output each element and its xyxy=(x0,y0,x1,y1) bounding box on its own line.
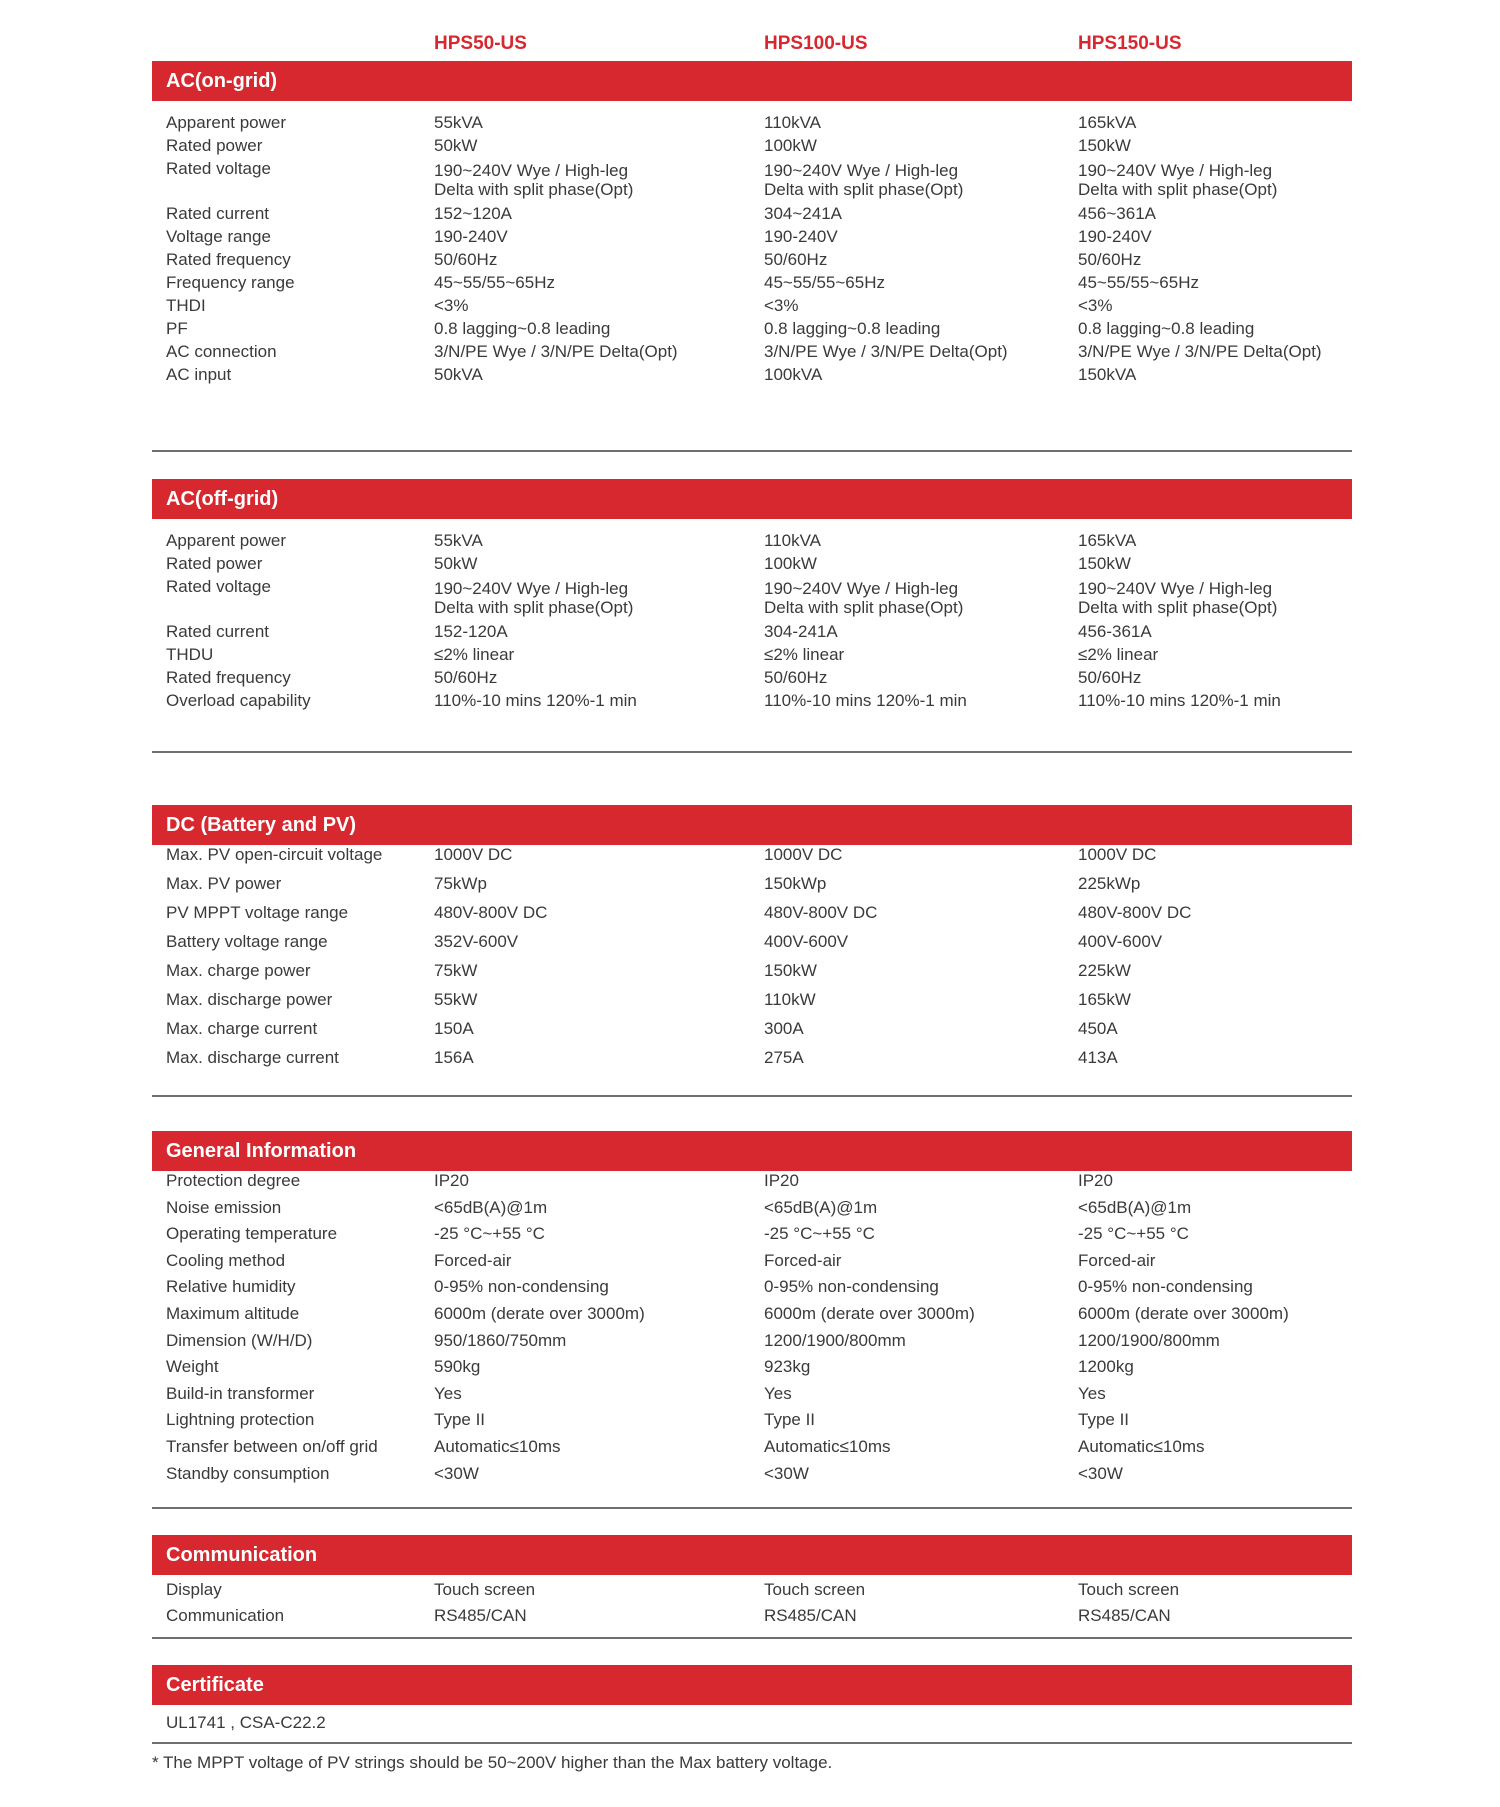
spec-row xyxy=(152,365,1352,388)
spec-label: Protection degree xyxy=(166,1171,301,1190)
spec-row xyxy=(152,1437,1352,1464)
spec-value-hps100: 150kWp xyxy=(764,874,827,893)
spec-rows xyxy=(152,519,1352,714)
spec-value-hps150: 50/60Hz xyxy=(1078,668,1142,687)
spec-value-hps50: 480V-800V DC xyxy=(434,903,548,922)
spec-row xyxy=(152,1606,1352,1632)
spec-value-hps150: 165kVA xyxy=(1078,113,1137,132)
spec-value-hps150: 3/N/PE Wye / 3/N/PE Delta(Opt) xyxy=(1078,342,1322,361)
spec-value-hps100: <3% xyxy=(764,296,799,315)
spec-label: PF xyxy=(166,319,188,338)
spec-label: Max. discharge power xyxy=(166,990,333,1009)
spec-value-hps150: 150kVA xyxy=(1078,365,1137,384)
spec-row xyxy=(152,1251,1352,1278)
spec-value-hps100: 1000V DC xyxy=(764,845,843,864)
spec-value-hps150: 225kW xyxy=(1078,961,1131,980)
spec-label: Maximum altitude xyxy=(166,1303,300,1323)
spec-row xyxy=(152,1198,1352,1225)
spec-label: Voltage range xyxy=(166,227,271,246)
spec-value-hps150: ≤2% linear xyxy=(1078,645,1159,664)
spec-row xyxy=(152,1019,1352,1048)
spec-row xyxy=(152,554,1352,577)
spec-row xyxy=(152,961,1352,990)
spec-row xyxy=(152,1331,1352,1358)
spec-value-hps100: 50/60Hz xyxy=(764,668,828,687)
spec-label: Relative humidity xyxy=(166,1277,296,1297)
spec-label: Apparent power xyxy=(166,531,287,550)
spec-value-hps50: 352V-600V xyxy=(434,932,519,951)
spec-value-hps50: 152~120A xyxy=(434,204,512,223)
spec-value-hps100: RS485/CAN xyxy=(764,1606,857,1625)
spec-value-hps100: Automatic≤10ms xyxy=(764,1436,891,1456)
spec-value-hps150: 165kW xyxy=(1078,990,1131,1009)
spec-row xyxy=(152,1384,1352,1411)
spec-value-hps150: 165kVA xyxy=(1078,531,1137,550)
spec-label: Rated frequency xyxy=(166,250,291,269)
spec-row xyxy=(152,342,1352,365)
spec-row xyxy=(152,296,1352,319)
spec-value-hps100: 275A xyxy=(764,1048,804,1067)
spec-label: Display xyxy=(166,1580,222,1599)
model-header xyxy=(152,0,1352,61)
section-divider xyxy=(152,1742,1352,1744)
spec-value-hps100: 480V-800V DC xyxy=(764,903,878,922)
spec-row xyxy=(152,990,1352,1019)
spec-label: Noise emission xyxy=(166,1197,282,1217)
spec-value-hps150: 190~240V Wye / High-leg Delta with split phase(Opt) xyxy=(1078,161,1278,199)
spec-label: Max. PV power xyxy=(166,874,282,893)
spec-value-hps100: 0.8 lagging~0.8 leading xyxy=(764,319,941,338)
spec-row xyxy=(152,1048,1352,1077)
spec-row xyxy=(152,273,1352,296)
spec-value-hps100: 1200/1900/800mm xyxy=(764,1330,906,1350)
spec-label: Lightning protection xyxy=(166,1410,315,1430)
section-title: Certificate xyxy=(152,1665,1352,1705)
spec-label: PV MPPT voltage range xyxy=(166,903,349,922)
spec-label: Rated power xyxy=(166,554,263,573)
section-ac-off-grid xyxy=(152,479,1352,714)
spec-row xyxy=(152,531,1352,554)
spec-row xyxy=(152,845,1352,874)
spec-value-hps150: 0-95% non-condensing xyxy=(1078,1277,1253,1297)
spec-value-hps100: 400V-600V xyxy=(764,932,849,951)
spec-value-hps150: 190~240V Wye / High-leg Delta with split phase(Opt) xyxy=(1078,579,1278,617)
spec-value-hps100: 110kVA xyxy=(764,113,822,132)
spec-row xyxy=(152,227,1352,250)
spec-value-hps50: 50kW xyxy=(434,136,478,155)
spec-value-hps50: 152-120A xyxy=(434,622,508,641)
spec-label: Build-in transformer xyxy=(166,1383,315,1403)
spec-label: Transfer between on/off grid xyxy=(166,1436,378,1456)
section-communication xyxy=(152,1535,1352,1632)
spec-value-hps50: 0.8 lagging~0.8 leading xyxy=(434,319,611,338)
spec-value-hps100: 190~240V Wye / High-leg Delta with split phase(Opt) xyxy=(764,161,964,199)
spec-value-hps50: <65dB(A)@1m xyxy=(434,1197,548,1217)
spec-value-hps150: 413A xyxy=(1078,1048,1118,1067)
spec-value-hps50: 50/60Hz xyxy=(434,668,498,687)
spec-label: Rated current xyxy=(166,622,269,641)
spec-row xyxy=(152,577,1352,622)
spec-sheet xyxy=(152,0,1352,1772)
spec-value-hps100: 304-241A xyxy=(764,622,838,641)
spec-row xyxy=(152,1304,1352,1331)
spec-value-hps100: ≤2% linear xyxy=(764,645,845,664)
spec-value-hps100: 0-95% non-condensing xyxy=(764,1277,939,1297)
spec-value-hps150: Touch screen xyxy=(1078,1580,1180,1599)
spec-value-hps100: 923kg xyxy=(764,1357,811,1377)
spec-value-hps150: 456~361A xyxy=(1078,204,1156,223)
spec-value-hps100: 110kW xyxy=(764,990,816,1009)
spec-row xyxy=(152,113,1352,136)
spec-row xyxy=(152,874,1352,903)
spec-row xyxy=(152,319,1352,342)
spec-label: Cooling method xyxy=(166,1250,286,1270)
spec-label: Battery voltage range xyxy=(166,932,328,951)
spec-value-hps150: 456-361A xyxy=(1078,622,1152,641)
section-dc xyxy=(152,805,1352,1077)
spec-label: Rated voltage xyxy=(166,159,271,178)
spec-value-hps150: 0.8 lagging~0.8 leading xyxy=(1078,319,1255,338)
spec-row xyxy=(152,1171,1352,1198)
spec-value-hps150: 150kW xyxy=(1078,136,1131,155)
spec-label: Apparent power xyxy=(166,113,287,132)
spec-value-hps50: 190~240V Wye / High-leg Delta with split phase(Opt) xyxy=(434,579,634,617)
section-ac-on-grid xyxy=(152,61,1352,388)
spec-rows xyxy=(152,845,1352,1077)
spec-label: THDI xyxy=(166,296,206,315)
spec-value-hps50: 3/N/PE Wye / 3/N/PE Delta(Opt) xyxy=(434,342,678,361)
spec-row xyxy=(152,645,1352,668)
spec-value-hps50: 1000V DC xyxy=(434,845,513,864)
spec-value-hps50: 190-240V xyxy=(434,227,508,246)
spec-row xyxy=(152,932,1352,961)
spec-value-hps50: 50/60Hz xyxy=(434,250,498,269)
spec-value-hps100: 6000m (derate over 3000m) xyxy=(764,1303,975,1323)
spec-value-hps100: 100kW xyxy=(764,136,817,155)
spec-value-hps100: <65dB(A)@1m xyxy=(764,1197,878,1217)
section-divider xyxy=(152,1095,1352,1097)
spec-value-hps50: -25 °C~+55 °C xyxy=(434,1224,545,1244)
spec-value-hps50: Type II xyxy=(434,1410,486,1430)
model-hps100: HPS100-US xyxy=(764,33,868,54)
section-divider xyxy=(152,751,1352,753)
spec-value-hps150: -25 °C~+55 °C xyxy=(1078,1224,1189,1244)
spec-value-hps100: <30W xyxy=(764,1463,809,1483)
spec-label: Max. PV open-circuit voltage xyxy=(166,845,383,864)
spec-value-hps150: Type II xyxy=(1078,1410,1130,1430)
spec-value-hps50: 50kVA xyxy=(434,365,483,384)
spec-value-hps150: Yes xyxy=(1078,1383,1106,1403)
spec-value-hps100: Yes xyxy=(764,1383,792,1403)
spec-value-hps100: Type II xyxy=(764,1410,816,1430)
section-title: AC(on-grid) xyxy=(152,61,1352,101)
spec-value-hps150: 190-240V xyxy=(1078,227,1152,246)
spec-label: Rated current xyxy=(166,204,269,223)
section-title: Communication xyxy=(152,1535,1352,1575)
spec-value-hps50: Yes xyxy=(434,1383,462,1403)
spec-value-hps150: IP20 xyxy=(1078,1171,1113,1190)
spec-value-hps150: 150kW xyxy=(1078,554,1131,573)
spec-value-hps50: 75kWp xyxy=(434,874,487,893)
footnote: * The MPPT voltage of PV strings should be 50~200V higher than the Max battery voltage. xyxy=(152,1753,833,1772)
spec-value-hps150: 225kWp xyxy=(1078,874,1141,893)
spec-label: Rated power xyxy=(166,136,263,155)
spec-label: AC connection xyxy=(166,342,277,361)
spec-value-hps150: 6000m (derate over 3000m) xyxy=(1078,1303,1289,1323)
spec-value-hps50: 156A xyxy=(434,1048,474,1067)
spec-value-hps100: 150kW xyxy=(764,961,817,980)
spec-label: Overload capability xyxy=(166,691,311,710)
section-divider xyxy=(152,450,1352,452)
spec-label: THDU xyxy=(166,645,214,664)
spec-row xyxy=(152,250,1352,273)
spec-row xyxy=(152,903,1352,932)
spec-label: Communication xyxy=(166,1606,285,1625)
spec-row xyxy=(152,691,1352,714)
certificate-text: UL1741 , CSA-C22.2 xyxy=(166,1713,326,1732)
spec-value-hps100: 190-240V xyxy=(764,227,838,246)
spec-value-hps50: ≤2% linear xyxy=(434,645,515,664)
spec-value-hps50: 110%-10 mins 120%-1 min xyxy=(434,691,637,710)
spec-row xyxy=(152,622,1352,645)
spec-label: Max. charge power xyxy=(166,961,311,980)
section-title: DC (Battery and PV) xyxy=(152,805,1352,845)
model-hps150: HPS150-US xyxy=(1078,33,1182,54)
spec-value-hps100: 45~55/55~65Hz xyxy=(764,273,885,292)
spec-row xyxy=(152,159,1352,204)
spec-value-hps150: 50/60Hz xyxy=(1078,250,1142,269)
spec-value-hps100: 110kVA xyxy=(764,531,822,550)
spec-value-hps150: 110%-10 mins 120%-1 min xyxy=(1078,691,1281,710)
spec-value-hps100: 190~240V Wye / High-leg Delta with split phase(Opt) xyxy=(764,579,964,617)
spec-row xyxy=(152,1580,1352,1606)
spec-row xyxy=(152,1224,1352,1251)
spec-value-hps100: 100kVA xyxy=(764,365,823,384)
spec-value-hps150: RS485/CAN xyxy=(1078,1606,1171,1625)
spec-value-hps100: 3/N/PE Wye / 3/N/PE Delta(Opt) xyxy=(764,342,1008,361)
spec-value-hps50: 950/1860/750mm xyxy=(434,1330,567,1350)
spec-value-hps50: 50kW xyxy=(434,554,478,573)
spec-value-hps50: Touch screen xyxy=(434,1580,536,1599)
spec-label: Max. discharge current xyxy=(166,1048,339,1067)
spec-value-hps100: 300A xyxy=(764,1019,804,1038)
spec-value-hps150: Automatic≤10ms xyxy=(1078,1436,1205,1456)
spec-row xyxy=(152,136,1352,159)
spec-value-hps100: Forced-air xyxy=(764,1250,842,1270)
spec-value-hps150: <30W xyxy=(1078,1463,1123,1483)
spec-value-hps50: Automatic≤10ms xyxy=(434,1436,561,1456)
model-hps50: HPS50-US xyxy=(434,33,527,54)
spec-value-hps50: 150A xyxy=(434,1019,474,1038)
spec-row xyxy=(152,1357,1352,1384)
spec-value-hps100: 110%-10 mins 120%-1 min xyxy=(764,691,967,710)
spec-value-hps150: <65dB(A)@1m xyxy=(1078,1197,1192,1217)
spec-value-hps50: 75kW xyxy=(434,961,478,980)
spec-value-hps150: 480V-800V DC xyxy=(1078,903,1192,922)
section-general xyxy=(152,1131,1352,1490)
spec-value-hps50: 45~55/55~65Hz xyxy=(434,273,555,292)
certificate-row xyxy=(152,1713,1352,1737)
spec-label: Rated voltage xyxy=(166,577,271,596)
spec-label: Max. charge current xyxy=(166,1019,318,1038)
spec-value-hps100: Touch screen xyxy=(764,1580,866,1599)
spec-value-hps50: 590kg xyxy=(434,1357,481,1377)
section-divider xyxy=(152,1637,1352,1639)
spec-value-hps50: RS485/CAN xyxy=(434,1606,527,1625)
spec-value-hps50: Forced-air xyxy=(434,1250,512,1270)
spec-value-hps50: IP20 xyxy=(434,1171,469,1190)
spec-value-hps150: <3% xyxy=(1078,296,1113,315)
spec-rows xyxy=(152,1171,1352,1490)
section-title: General Information xyxy=(152,1131,1352,1171)
spec-value-hps50: 0-95% non-condensing xyxy=(434,1277,609,1297)
spec-value-hps150: 450A xyxy=(1078,1019,1118,1038)
spec-label: Dimension (W/H/D) xyxy=(166,1330,313,1350)
spec-row xyxy=(152,1410,1352,1437)
spec-label: Rated frequency xyxy=(166,668,291,687)
spec-row xyxy=(152,1277,1352,1304)
spec-value-hps50: 55kVA xyxy=(434,113,483,132)
spec-value-hps150: 45~55/55~65Hz xyxy=(1078,273,1199,292)
spec-label: AC input xyxy=(166,365,232,384)
spec-rows xyxy=(152,101,1352,388)
spec-label: Frequency range xyxy=(166,273,295,292)
spec-value-hps150: 400V-600V xyxy=(1078,932,1163,951)
section-title: AC(off-grid) xyxy=(152,479,1352,519)
spec-rows xyxy=(152,1575,1352,1632)
spec-row xyxy=(152,668,1352,691)
spec-row xyxy=(152,204,1352,227)
spec-value-hps50: 55kW xyxy=(434,990,478,1009)
spec-value-hps150: 1000V DC xyxy=(1078,845,1157,864)
spec-value-hps150: Forced-air xyxy=(1078,1250,1156,1270)
spec-value-hps100: 50/60Hz xyxy=(764,250,828,269)
spec-value-hps50: 190~240V Wye / High-leg Delta with split phase(Opt) xyxy=(434,161,634,199)
spec-value-hps150: 1200/1900/800mm xyxy=(1078,1330,1220,1350)
spec-value-hps100: IP20 xyxy=(764,1171,799,1190)
spec-value-hps100: 100kW xyxy=(764,554,817,573)
spec-label: Standby consumption xyxy=(166,1463,330,1483)
spec-value-hps50: <30W xyxy=(434,1463,479,1483)
spec-value-hps50: 55kVA xyxy=(434,531,483,550)
spec-value-hps50: 6000m (derate over 3000m) xyxy=(434,1303,645,1323)
section-divider xyxy=(152,1507,1352,1509)
spec-value-hps50: <3% xyxy=(434,296,469,315)
spec-label: Weight xyxy=(166,1357,219,1377)
spec-value-hps100: -25 °C~+55 °C xyxy=(764,1224,875,1244)
section-certificate xyxy=(152,1665,1352,1732)
spec-value-hps150: 1200kg xyxy=(1078,1357,1134,1377)
spec-label: Operating temperature xyxy=(166,1224,338,1244)
spec-row xyxy=(152,1464,1352,1491)
spec-value-hps100: 304~241A xyxy=(764,204,842,223)
